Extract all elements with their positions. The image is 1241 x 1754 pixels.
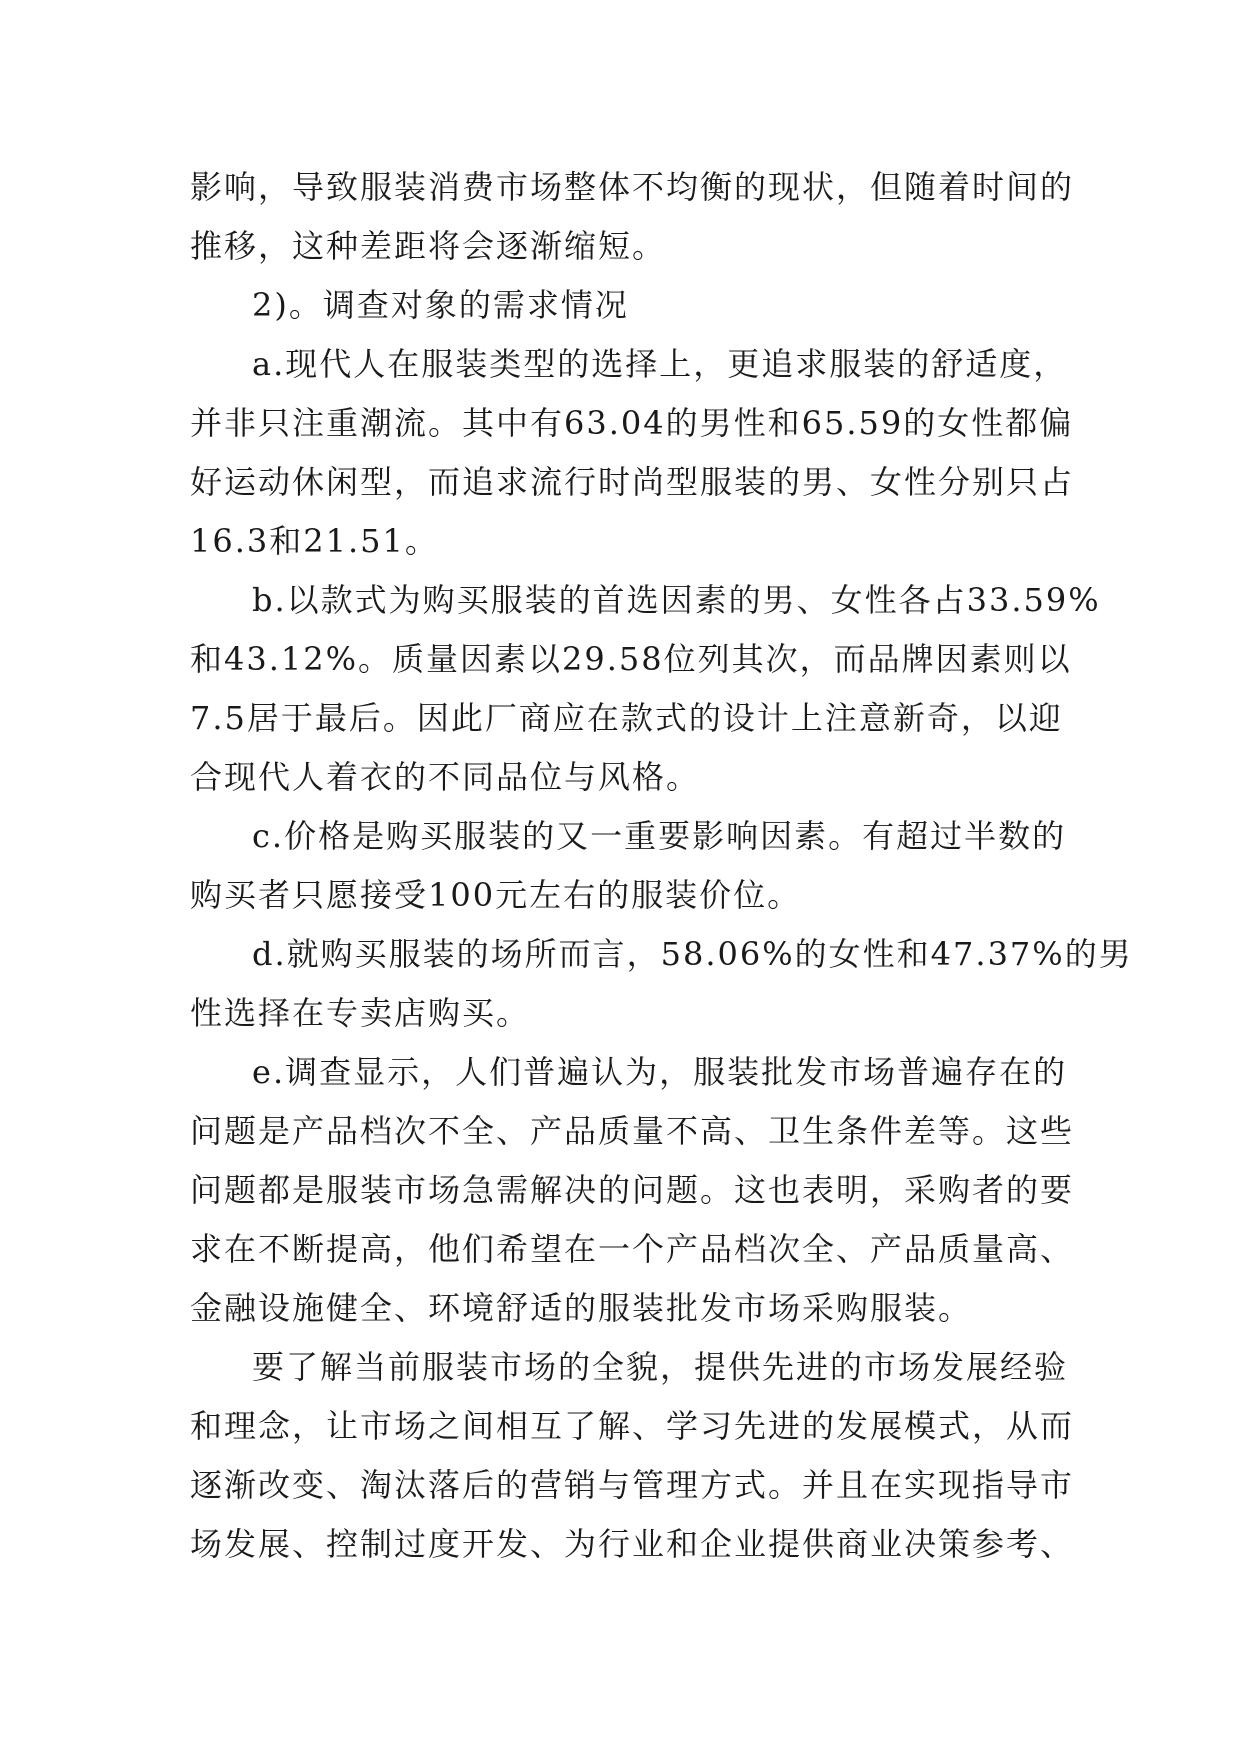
text-line: 购买者只愿接受100元左右的服装价位。 xyxy=(190,876,802,914)
text-line: 并非只注重潮流。其中有63.04的男性和65.59的女性都偏 xyxy=(190,404,1074,442)
text-line: a.现代人在服装类型的选择上，更追求服装的舒适度， xyxy=(252,345,1068,383)
text-line: 7.5居于最后。因此厂商应在款式的设计上注意新奇，以迎 xyxy=(190,699,1063,737)
text-line: 和理念，让市场之间相互了解、学习先进的发展模式，从而 xyxy=(190,1407,1075,1445)
text-line: 问题是产品档次不全、产品质量不高、卫生条件差等。这些 xyxy=(190,1112,1075,1150)
text-line: 求在不断提高，他们希望在一个产品档次全、产品质量高、 xyxy=(190,1230,1075,1268)
text-line: d.就购买服装的场所而言，58.06%的女性和47.37%的男 xyxy=(252,935,1133,973)
text-line: c.价格是购买服装的又一重要影响因素。有超过半数的 xyxy=(252,817,1067,855)
body-text xyxy=(190,158,1133,1574)
text-line: e.调查显示，人们普遍认为，服装批发市场普遍存在的 xyxy=(252,1053,1068,1091)
section-heading: 2)。调查对象的需求情况 xyxy=(252,286,629,324)
text-line: 逐渐改变、淘汰落后的营销与管理方式。并且在实现指导市 xyxy=(190,1466,1075,1504)
text-line: 16.3和21.51。 xyxy=(190,522,439,560)
text-line: 性选择在专卖店购买。 xyxy=(190,994,531,1032)
text-line: 和43.12%。质量因素以29.58位列其次，而品牌因素则以 xyxy=(190,640,1072,678)
text-line: 推移，这种差距将会逐渐缩短。 xyxy=(190,227,667,265)
text-line: 金融设施健全、环境舒适的服装批发市场采购服装。 xyxy=(190,1289,973,1327)
text-line: 合现代人着衣的不同品位与风格。 xyxy=(190,758,701,796)
text-line: 要了解当前服装市场的全貌，提供先进的市场发展经验 xyxy=(252,1348,1069,1386)
text-line: 好运动休闲型，而追求流行时尚型服装的男、女性分别只占 xyxy=(190,463,1075,501)
text-line: b.以款式为购买服装的首选因素的男、女性各占33.59% xyxy=(252,581,1101,619)
text-line: 问题都是服装市场急需解决的问题。这也表明，采购者的要 xyxy=(190,1171,1075,1209)
text-line: 影响，导致服装消费市场整体不均衡的现状，但随着时间的 xyxy=(190,168,1075,206)
text-line: 场发展、控制过度开发、为行业和企业提供商业决策参考、 xyxy=(190,1525,1075,1563)
